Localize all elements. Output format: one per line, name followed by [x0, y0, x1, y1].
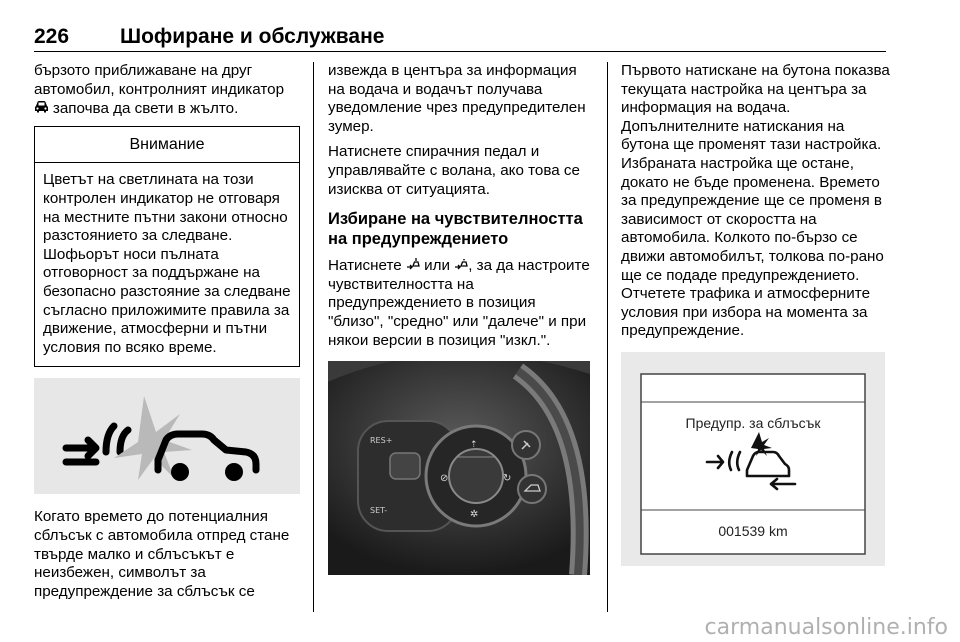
- set-label: SET-: [370, 506, 388, 516]
- paragraph-settings: Първото натискане на бутона показва текущата настройка на центъра за информация на водача. Допълнителните натискания на бутона ще променят тази настройка. Избраната настройка ще остане, докато не бъде променена. Времето за предупреждение ще се променя в зависимост от скоростта на автомобила. Колкото по-бързо се движи автомобилът, толкова по-рано ще се подаде предупреждението. Отчетете трафика и атмосферните условия при избора на момента за предупреждение.: [621, 62, 890, 340]
- sensitivity-up-icon: [406, 257, 420, 276]
- driver-info-display-illustration: [621, 352, 885, 566]
- intro-paragraph: бързото приближаване на друг автомобил, контролният индикатор започва да свети в жълто.: [34, 62, 285, 118]
- svg-text:✲: ✲: [470, 509, 479, 521]
- res-label: RES+: [370, 436, 393, 446]
- column-divider-2: [607, 62, 608, 612]
- section-heading: Избиране на чувствителността на предупреждението: [328, 210, 583, 249]
- steering-wheel-illustration: [328, 361, 590, 575]
- paragraph-1: извежда в центъра за информация на водача и водачът получава уведомление чрез предупредителен зумер.: [328, 62, 586, 135]
- watermark: carmanualsonline.info: [704, 615, 948, 640]
- page-header: [34, 22, 886, 52]
- svg-text:⇡: ⇡: [470, 440, 478, 451]
- collision-paragraph: Когато времето до потенциалния сблъсък с автомобила отпред стане твърде малко и сблъсъкът е неизбежен, символът за предупреждение за сблъсък се: [34, 508, 290, 600]
- collision-illustration: [34, 378, 300, 494]
- column-1: [34, 62, 300, 608]
- sensitivity-down-icon: [454, 257, 468, 276]
- paragraph-2: Натиснете спирачния педал и управлявайте с волана, ако това се изисква от ситуацията.: [328, 143, 580, 198]
- page-number: 226: [34, 25, 70, 48]
- svg-text:⊘: ⊘: [440, 473, 449, 485]
- svg-text:↻: ↻: [503, 473, 512, 485]
- warning-box: [34, 126, 300, 368]
- paragraph-3: Натиснете или , за да настроите чувствителността на предупреждението в позиция "близо", "средно" или "далече" и при някои версии в позиция "изкл.".: [328, 257, 590, 349]
- column-divider-1: [313, 62, 314, 612]
- column-2: [328, 62, 594, 575]
- display-title: Предупр. за сблъсък: [685, 414, 821, 431]
- column-3: [621, 62, 891, 566]
- car-front-icon: [34, 100, 53, 116]
- chapter-title: Шофиране и обслужване: [120, 25, 385, 48]
- warning-body: Цветът на светлината на този контролен индикатор не отговаря на местните пътни закони относно разстоянието за следване. Шофьорът носи пълната отговорност за поддържане на безопасно разстояние за следване съгласно приложимите правила за движение, атмосферни и пътни условия по всяко време.: [43, 171, 291, 356]
- display-odometer: 001539 km: [718, 522, 788, 539]
- warning-title: Внимание: [35, 127, 299, 164]
